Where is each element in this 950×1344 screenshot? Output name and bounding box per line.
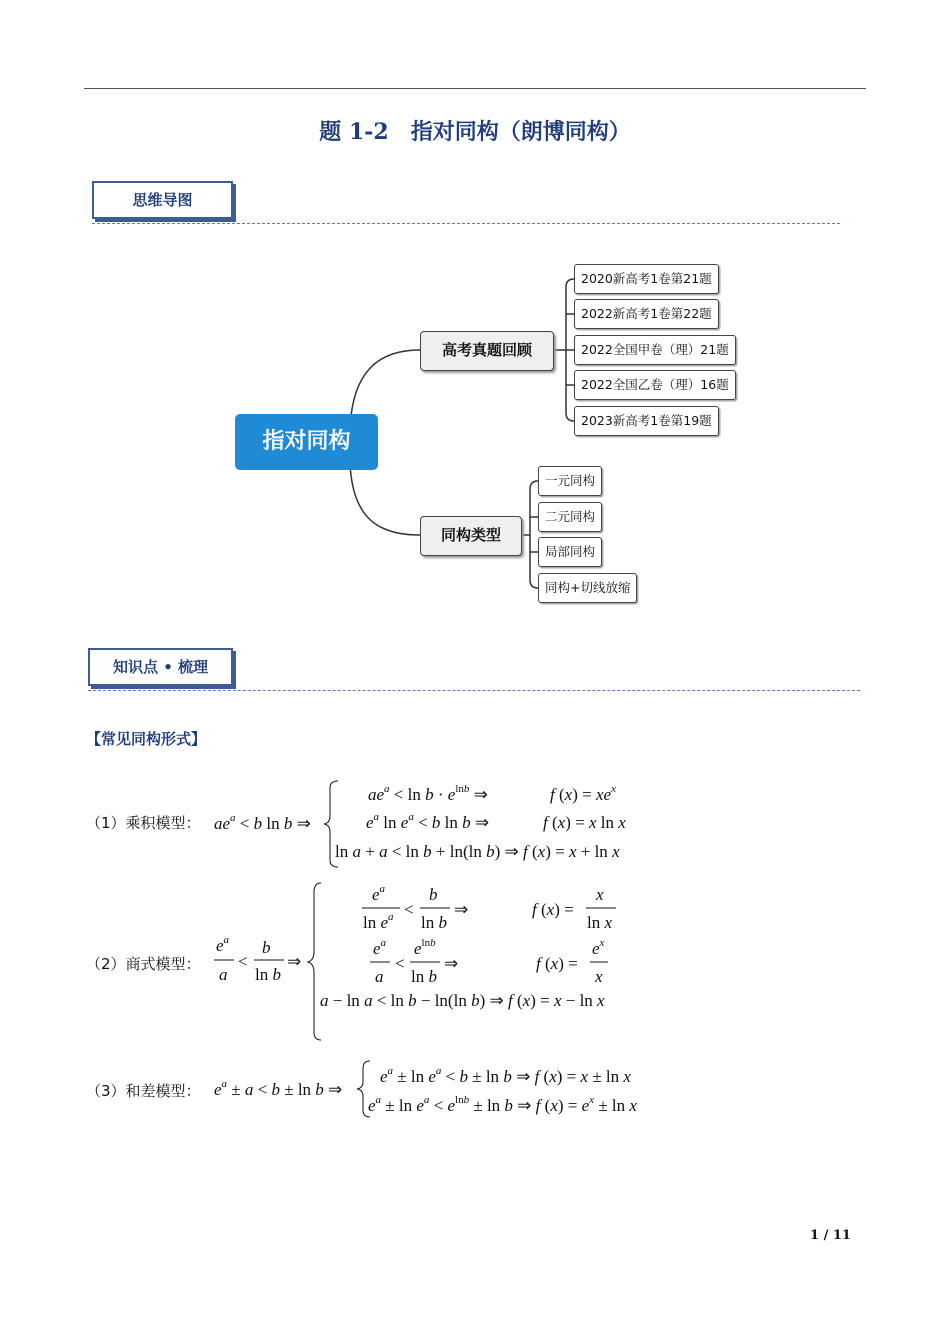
svg-text:ln x: ln x xyxy=(587,913,613,932)
mindmap-branch-types: 同构类型 xyxy=(420,516,522,556)
mindmap-leaf: 一元同构 xyxy=(538,466,602,496)
svg-text:f (x) =: f (x) = xyxy=(532,900,574,919)
section-knowledge-label: 知识点 • 梳理 xyxy=(88,648,233,686)
section-mindmap-label: 思维导图 xyxy=(92,181,233,219)
section-divider xyxy=(88,690,860,691)
svg-text:<: < xyxy=(404,900,414,919)
svg-text:ln ea: $\ln e^a$ xyxy=(363,911,394,932)
svg-text:aea < b ln b ⇒: $ae^a < b$ ln b ⇒ xyxy=(214,812,311,833)
mindmap-root-node: 指对同构 xyxy=(235,414,378,470)
svg-text:a: a xyxy=(375,967,384,986)
svg-text:⇒: ⇒ xyxy=(287,952,302,971)
mindmap-leaf: 2022新高考1卷第22题 xyxy=(574,299,719,329)
formula-product-model xyxy=(210,778,670,870)
svg-text:ea ± ln ea < b ± ln b ⇒ f (x): $e^a \pm \ln e^a < b \pm \ln b$ ⇒ f (x) = x ± ln x xyxy=(380,1065,631,1086)
svg-text:ln b: ln b xyxy=(411,967,437,986)
mindmap-leaf: 二元同构 xyxy=(538,502,602,532)
mindmap-leaf: 2020新高考1卷第21题 xyxy=(574,264,719,294)
page-number: 1 / 11 xyxy=(810,1228,851,1243)
svg-text:ea ± ln ea < elnb ± ln b ⇒ f (: $e^a \pm \ln e^a < e^{ln}b \pm \ln b$ ⇒ f $(x) = e^x \pm \ln x$ xyxy=(368,1094,637,1115)
page-title: 题 1-2 指对同构（朗博同构） xyxy=(319,119,631,145)
content-heading: 【常见同构形式】 xyxy=(86,730,207,748)
svg-text:ea: $e^a$ xyxy=(216,934,230,955)
svg-text:f (x) = xex: f $(x) = xe^x$ xyxy=(550,783,616,804)
svg-text:aea < ln b · elnb ⇒: $ae^a < \ln b \cdot e^{ln}b$ ⇒ xyxy=(368,783,488,804)
svg-text:ex: $e^x$ xyxy=(592,937,605,958)
svg-text:f (x) =: f (x) = xyxy=(536,954,578,973)
model-label-quotient: （2）商式模型： xyxy=(86,955,201,973)
svg-text:x: x xyxy=(595,967,603,986)
svg-text:ln b: ln b xyxy=(255,965,281,984)
svg-text:x: x xyxy=(596,885,604,904)
mindmap-leaf: 2023新高考1卷第19题 xyxy=(574,406,719,436)
mindmap-branch-exam-review: 高考真题回顾 xyxy=(420,331,554,371)
mindmap-leaf: 2022全国甲卷（理）21题 xyxy=(574,335,736,365)
svg-text:b: b xyxy=(262,938,271,957)
mindmap-leaf: 2022全国乙卷（理）16题 xyxy=(574,370,736,400)
formula-sum-difference-model xyxy=(210,1058,680,1122)
svg-text:ln b: ln b xyxy=(421,913,447,932)
mindmap-leaf: 同构+切线放缩 xyxy=(538,573,637,603)
model-label-sum-difference: （3）和差模型： xyxy=(86,1082,201,1100)
model-label-product: （1）乘积模型： xyxy=(86,814,201,832)
svg-text:⇒: ⇒ xyxy=(454,900,469,919)
svg-text:⇒: ⇒ xyxy=(444,954,459,973)
svg-text:<: < xyxy=(395,954,405,973)
svg-text:elnb: $e^{ln}b$ xyxy=(414,937,436,958)
svg-text:a: a xyxy=(219,965,228,984)
svg-text:ea: $e^a$ xyxy=(372,883,386,904)
svg-text:ea ± a < b ± ln b ⇒: $e^a \pm a < b \pm \ln b$ ⇒ xyxy=(214,1078,343,1099)
svg-text:a − ln a < ln b − ln(ln b) ⇒ f: a − ln a < ln b − ln(ln b) ⇒ f (x) = x − ln x xyxy=(320,991,605,1010)
svg-text:ln a + a < ln b + ln(ln b) ⇒ f: ln a + a < ln b + ln(ln b) ⇒ f (x) = x + ln x xyxy=(335,842,620,861)
svg-text:f (x) = x ln x: f (x) = x ln x xyxy=(543,813,626,832)
mindmap-leaf: 局部同构 xyxy=(538,537,602,567)
svg-text:ea: $e^a$ xyxy=(373,937,387,958)
svg-text:ea ln ea < b ln b ⇒: $e^a$ $\ln e^a < b$ ln b ⇒ xyxy=(366,811,490,832)
svg-text:b: b xyxy=(429,885,438,904)
svg-text:<: < xyxy=(238,952,248,971)
formula-quotient-model xyxy=(210,878,650,1046)
